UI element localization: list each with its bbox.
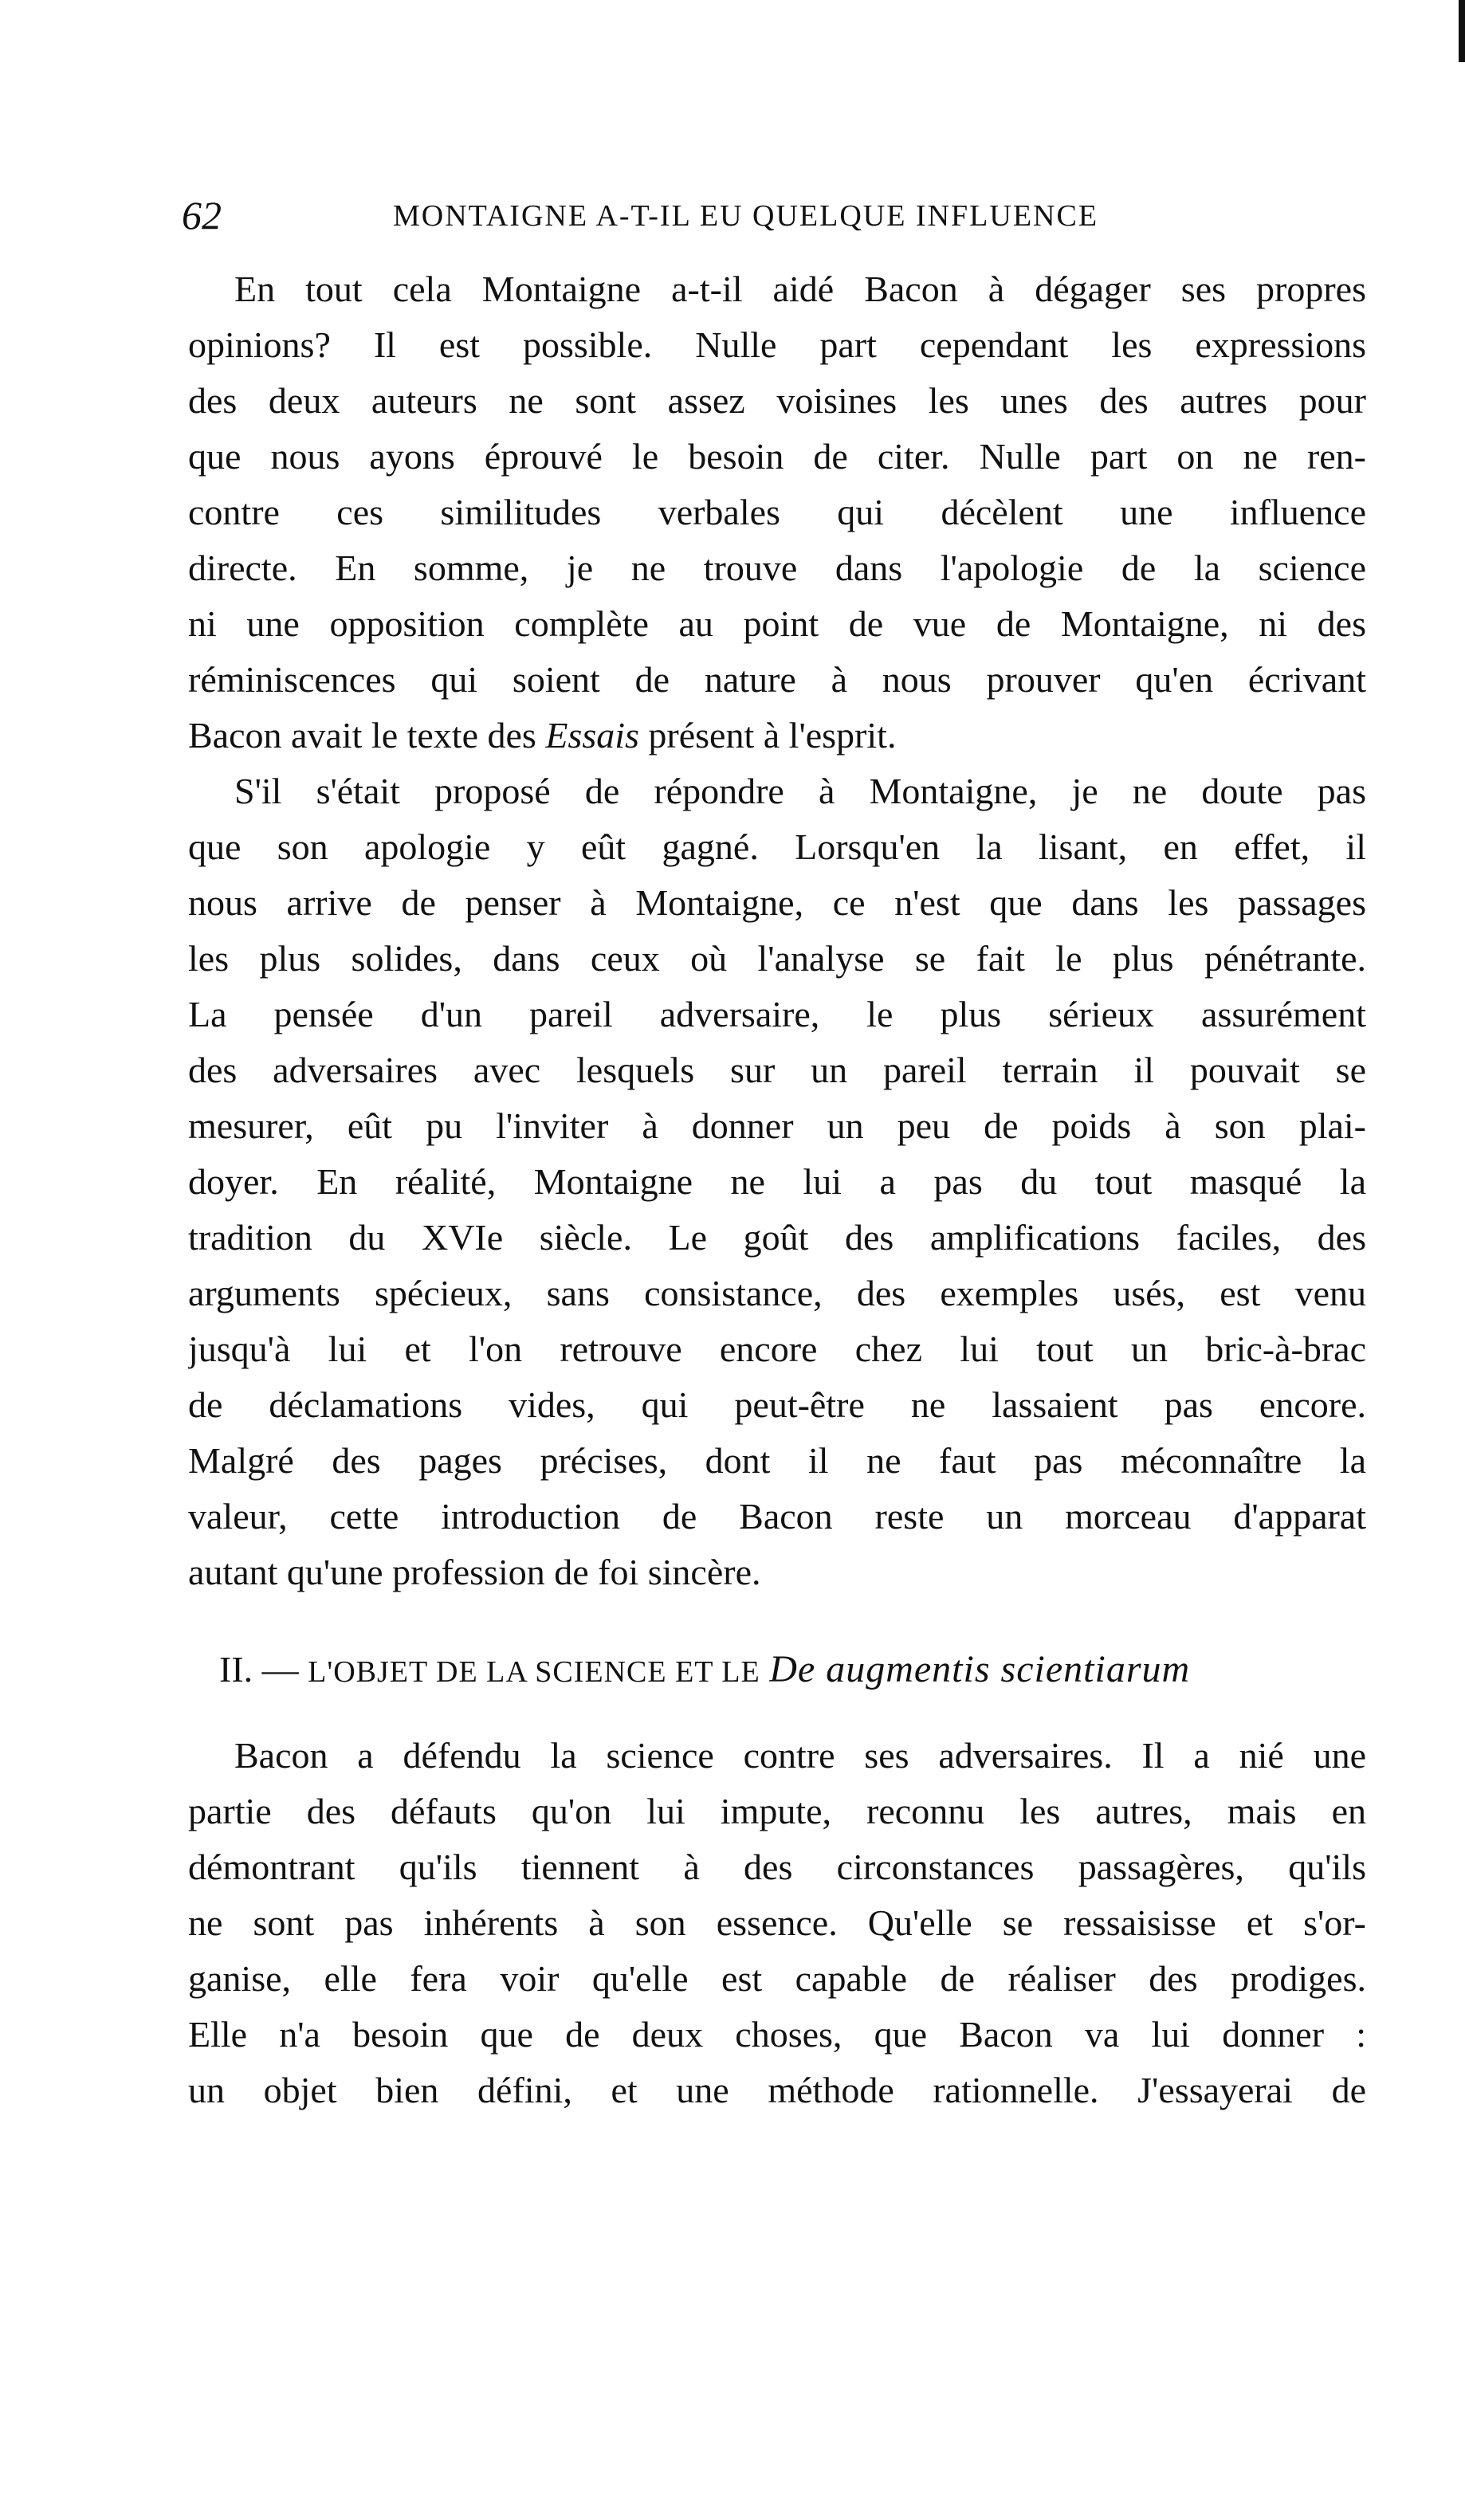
text-line: Bacon a défendu la science contre ses adversaires. Il a nié une [234,1735,1366,1776]
section-heading [219,1642,1367,1698]
text-line: doyer. En réalité, Montaigne ne lui a pas du tout masqué la [188,1161,1366,1202]
text-line: de déclamations vides, qui peut-être ne lassaient pas encore. [188,1384,1366,1425]
section-title-italic: De augmentis scientiarum [769,1648,1191,1690]
text-line: directe. En somme, je ne trouve dans l'apologie de la science [188,548,1366,588]
text-line: réminiscences qui soient de nature à nous prouver qu'en écrivant [188,659,1366,700]
text-line: ganise, elle fera voir qu'elle est capable de réaliser des prodiges. [188,1958,1366,1999]
text-line: valeur, cette introduction de Bacon reste un morceau d'apparat [188,1496,1366,1537]
section-numeral: II. [219,1649,253,1690]
running-title: MONTAIGNE A-T-IL EU QUELQUE INFLUENCE [393,199,1099,233]
page-header [182,191,1361,239]
text-line: démontrant qu'ils tiennent à des circonstances passagères, qu'ils [188,1847,1366,1887]
text-line: que son apologie y eût gagné. Lorsqu'en la lisant, en effet, il [188,826,1366,867]
paragraph-2 [188,763,1366,1600]
section-title-caps: L'OBJET DE LA SCIENCE ET LE [308,1655,760,1689]
text-line: nous arrive de penser à Montaigne, ce n'est que dans les passages [188,882,1366,923]
text-line: un objet bien défini, et une méthode rationnelle. J'essayerai de [188,2070,1366,2110]
section-dash: — [261,1649,299,1690]
text-line: Malgré des pages précises, dont il ne faut pas méconnaître la [188,1440,1366,1481]
text-run: présent à l'esprit. [638,715,897,756]
page-edge-mark [1459,0,1465,62]
text-line: opinions? Il est possible. Nulle part cependant les expressions [188,324,1366,365]
text-line: arguments spécieux, sans consistance, des exemples usés, est venu [188,1273,1366,1313]
text-line: mesurer, eût pu l'inviter à donner un peu de poids à son plai- [188,1105,1366,1146]
paragraph-3 [188,1728,1366,2118]
text-line: partie des défauts qu'on lui impute, reconnu les autres, mais en [188,1791,1366,1831]
paragraph-1 [188,261,1366,763]
text-line: que nous ayons éprouvé le besoin de citer. Nulle part on ne ren- [188,436,1366,477]
text-run: Bacon avait le texte des [188,715,546,756]
text-line: Elle n'a besoin que de deux choses, que Bacon va lui donner : [188,2014,1366,2055]
text-line: les plus solides, dans ceux où l'analyse se fait le plus pénétrante. [188,938,1366,979]
text-line: S'il s'était proposé de répondre à Montaigne, je ne doute pas [234,771,1366,811]
text-line: La pensée d'un pareil adversaire, le plus sérieux assurément [188,994,1366,1034]
text-line: contre ces similitudes verbales qui décèlent une influence [188,492,1366,532]
text-line: ni une opposition complète au point de vue de Montaigne, ni des [188,603,1366,644]
text-line: des deux auteurs ne sont assez voisines les unes des autres pour [188,380,1366,421]
text-line-last: autant qu'une profession de foi sincère. [188,1552,761,1592]
text-line: ne sont pas inhérents à son essence. Qu'elle se ressaisisse et s'or- [188,1902,1366,1943]
text-line: tradition du XVIe siècle. Le goût des amplifications faciles, des [188,1217,1366,1258]
text-line-last [188,708,1366,763]
italic-title-essais: Essais [545,715,639,756]
text-line: jusqu'à lui et l'on retrouve encore chez lui tout un bric-à-brac [188,1329,1366,1369]
text-line: En tout cela Montaigne a-t-il aidé Bacon à dégager ses propres [234,269,1366,309]
page-number: 62 [182,193,222,237]
text-line: des adversaires avec lesquels sur un pareil terrain il pouvait se [188,1050,1366,1090]
